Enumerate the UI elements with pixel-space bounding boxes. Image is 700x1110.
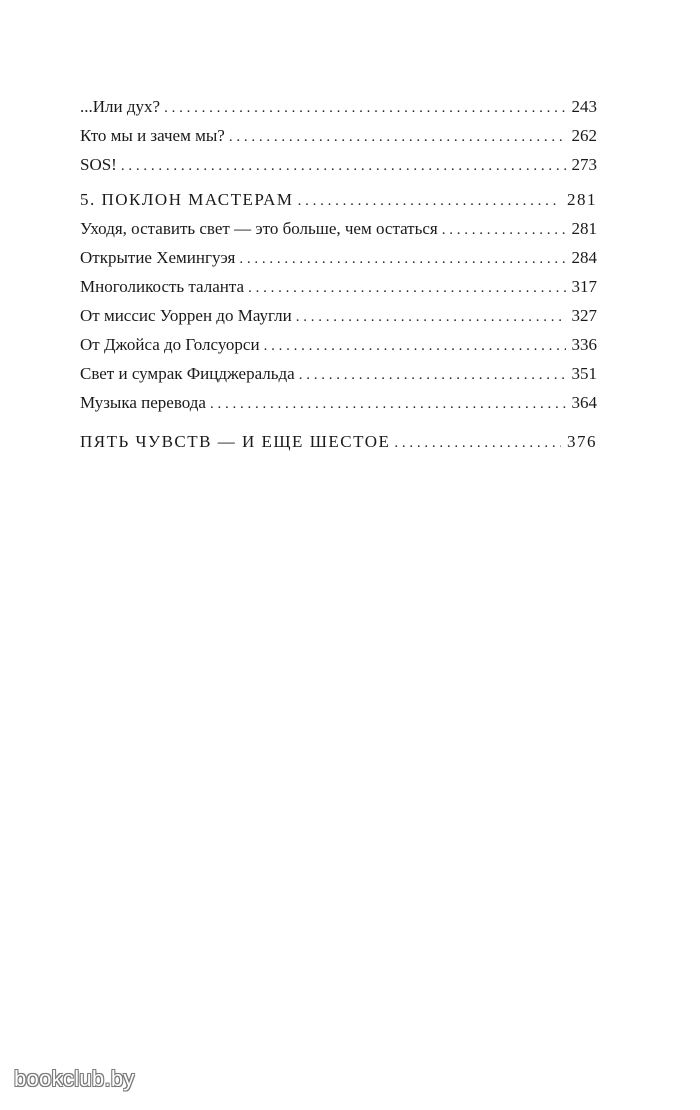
toc-entry	[80, 243, 597, 272]
table-of-contents	[80, 92, 597, 456]
toc-entry-page: 351	[571, 364, 597, 383]
toc-entry-page: 243	[571, 97, 597, 116]
toc-entry	[80, 121, 597, 150]
dot-leader	[239, 245, 565, 272]
dot-leader	[442, 216, 566, 243]
dot-leader	[298, 187, 561, 214]
toc-entry-title: SOS!	[80, 155, 117, 174]
toc-entry	[80, 359, 597, 388]
dot-leader	[394, 429, 561, 456]
toc-entry-title: Кто мы и зачем мы?	[80, 126, 225, 145]
dot-leader	[299, 361, 566, 388]
toc-entry-title: ПЯТЬ ЧУВСТВ — И ЕЩЕ ШЕСТОЕ	[80, 432, 391, 451]
toc-section-heading	[80, 185, 597, 214]
toc-entry	[80, 388, 597, 417]
toc-entry-title: От миссис Уоррен до Маугли	[80, 306, 292, 325]
toc-entry-page: 327	[571, 306, 597, 325]
site-watermark: bookclub.by	[14, 1066, 135, 1091]
toc-entry-page: 273	[571, 155, 597, 174]
toc-entry-page: 262	[571, 126, 597, 145]
toc-entry-title: Свет и сумрак Фицджеральда	[80, 364, 295, 383]
toc-entry-page: 376	[567, 432, 597, 451]
dot-leader	[296, 303, 566, 330]
toc-entry-title: Многоликость таланта	[80, 277, 245, 296]
toc-entry	[80, 272, 597, 301]
toc-entry-title: От Джойса до Голсуорси	[80, 335, 260, 354]
toc-entry-title: Открытие Хемингуэя	[80, 248, 236, 267]
toc-entry-title: ...Или дух?	[80, 97, 161, 116]
toc-section-heading	[80, 427, 597, 456]
dot-leader	[164, 94, 565, 121]
toc-entry	[80, 214, 597, 243]
toc-entry-page: 281	[571, 219, 597, 238]
toc-entry-title: Музыка перевода	[80, 393, 206, 412]
dot-leader	[121, 152, 566, 179]
toc-entry	[80, 92, 597, 121]
toc-entry	[80, 301, 597, 330]
toc-entry-page: 317	[571, 277, 597, 296]
dot-leader	[210, 390, 566, 417]
toc-entry-page: 281	[567, 190, 597, 209]
toc-entry-page: 364	[571, 393, 597, 412]
dot-leader	[264, 332, 566, 359]
toc-entry-title: 5. ПОКЛОН МАСТЕРАМ	[80, 190, 294, 209]
toc-entry	[80, 150, 597, 179]
toc-entry-title: Уходя, оставить свет — это больше, чем остаться	[80, 219, 438, 238]
toc-entry-page: 284	[571, 248, 597, 267]
toc-entry-page: 336	[571, 335, 597, 354]
dot-leader	[229, 123, 566, 150]
dot-leader	[248, 274, 565, 301]
toc-entry	[80, 330, 597, 359]
